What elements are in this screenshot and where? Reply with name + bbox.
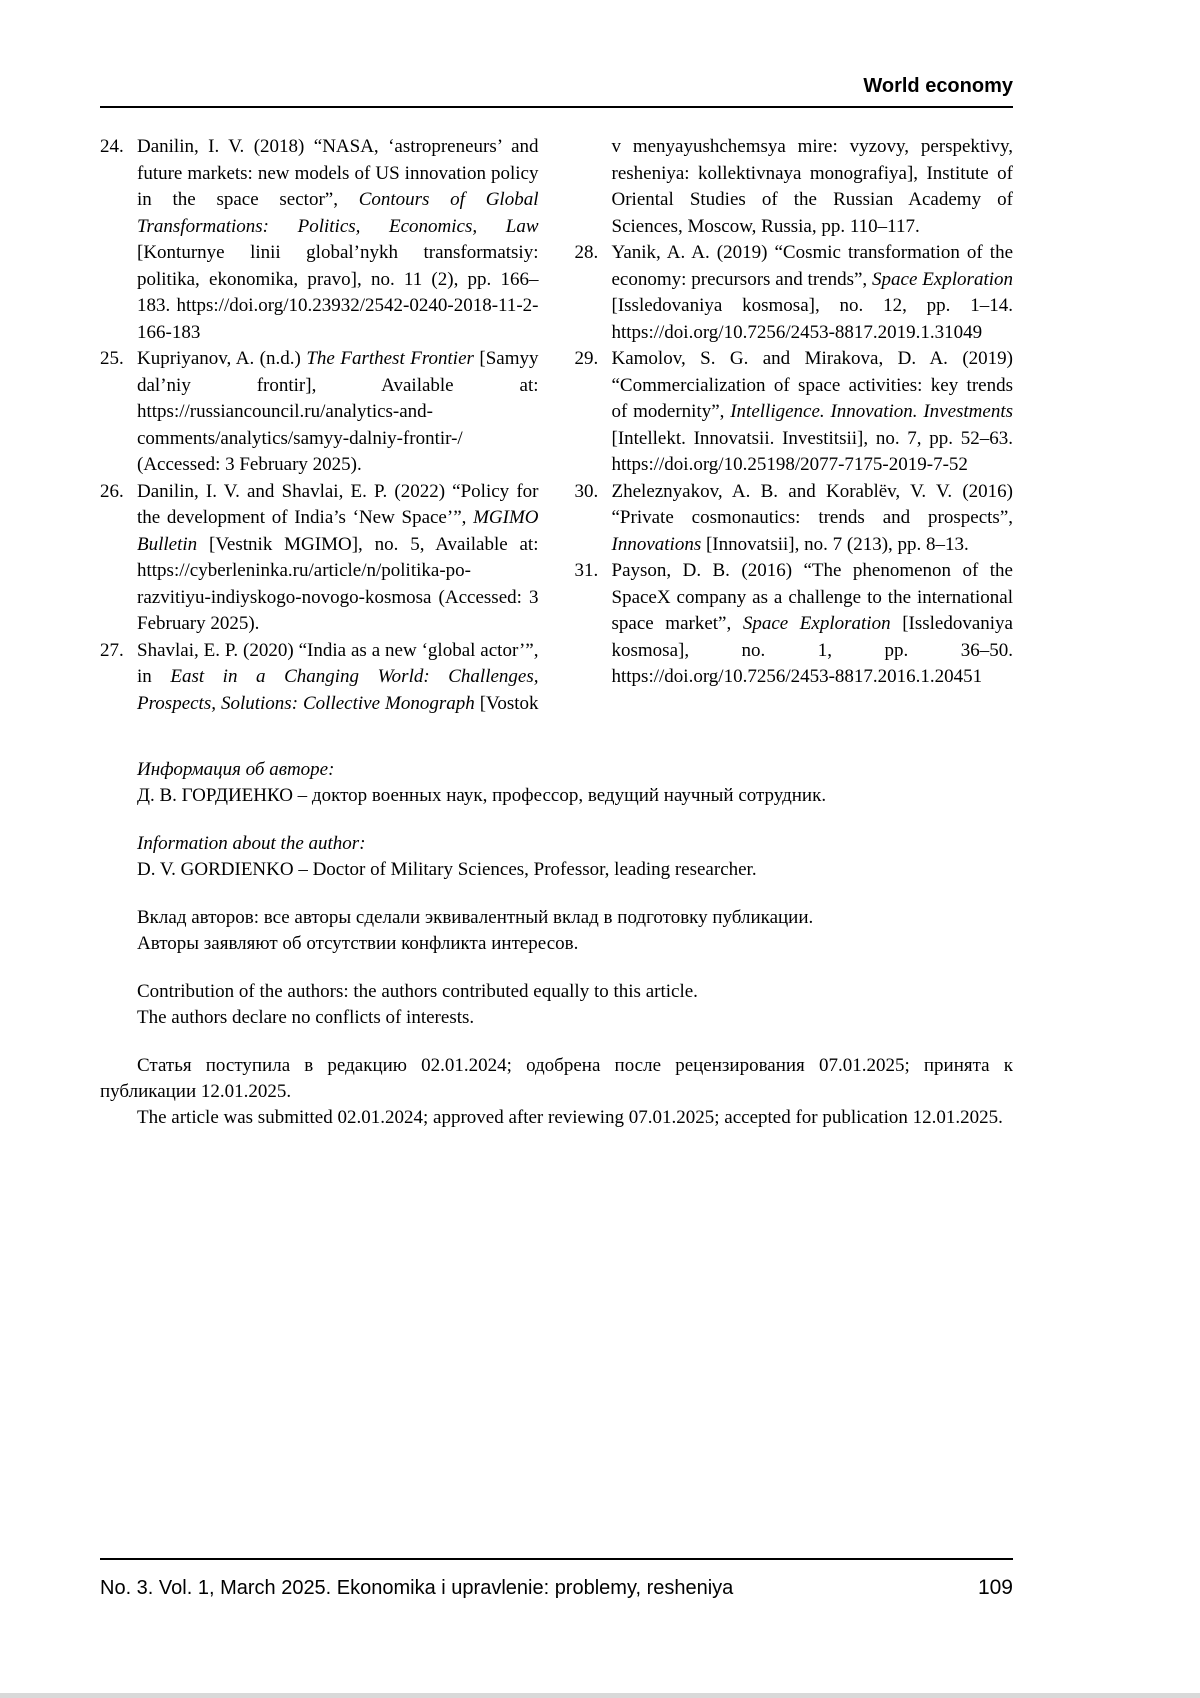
reference-source-title: Space Exploration bbox=[742, 613, 891, 634]
reference-source-title: MGIMO Bulletin bbox=[137, 507, 539, 555]
reference-item bbox=[575, 346, 1014, 479]
contribution-line2-ru: Авторы заявляют об отсутствии конфликта интересов. bbox=[137, 933, 579, 954]
reference-number: 31. bbox=[574, 560, 599, 581]
reference-text: Kamolov, S. G. and Mirakova, D. A. (2019) “Commercialization of space activities: key trends of modernity”, bbox=[611, 348, 1013, 422]
reference-text: [Intellekt. Innovatsii. Investitsii], no. 7, pp. 52–63. https://doi.org/10.25198/2077-7175-2019-7-52 bbox=[611, 427, 1013, 475]
contribution-line1-ru: Вклад авторов: все авторы сделали эквивалентный вклад в подготовку публикации. bbox=[137, 907, 814, 928]
reference-text: Kupriyanov, A. (n.d.) bbox=[137, 348, 307, 369]
reference-text: Yanik, A. A. (2019) “Cosmic transformation of the economy: precursors and trends”, bbox=[611, 242, 1013, 290]
reference-text: [Vestnik MGIMO], no. 5, Available at: https://cyberleninka.ru/article/n/politika-po-razvitiyu-indiyskogo-novogo-kosmosa (Accessed: 3 February 2025). bbox=[137, 533, 539, 634]
reference-text: Zheleznyakov, A. B. and Korablëv, V. V. (2016) “Private cosmonautics: trends and prospects”, bbox=[611, 480, 1013, 528]
references-list bbox=[100, 134, 1013, 717]
author-info-label-en: Information about the author: bbox=[137, 833, 366, 854]
reference-text: [Samyy dal’niy frontir], Available at: https://russiancouncil.ru/analytics-and-comments/analytics/samyy-dalniy-frontir-/ (Accessed: 3 February 2025). bbox=[137, 348, 539, 475]
reference-source-title: Innovations bbox=[611, 533, 702, 555]
reference-text: Shavlai, E. P. (2020) “India as a new ‘global actor’”, in bbox=[137, 639, 539, 687]
reference-text: Danilin, I. V. and Shavlai, E. P. (2022) “Policy for the development of India’s ‘New Space’”, bbox=[137, 480, 539, 528]
reference-number: 27. bbox=[100, 639, 124, 661]
reference-number: 26. bbox=[100, 480, 124, 502]
author-info-text-en: D. V. GORDIENKO – Doctor of Military Sciences, Professor, leading researcher. bbox=[137, 859, 757, 880]
page-edge bbox=[0, 1693, 1200, 1698]
submission-dates-en: The article was submitted 02.01.2024; approved after reviewing 07.01.2025; accepted for publication 12.01.2025. bbox=[137, 1107, 1003, 1128]
reference-source-title: Contours of Global Transformations: Politics, Economics, Law bbox=[137, 189, 539, 237]
contribution-line1-en: Contribution of the authors: the authors contributed equally to this article. bbox=[137, 981, 698, 1002]
submission-dates-ru: Статья поступила в редакцию 02.01.2024; одобрена после рецензирования 07.01.2025; принята к публикации 12.01.2025. bbox=[100, 1055, 1013, 1102]
reference-item bbox=[100, 479, 539, 638]
reference-item bbox=[100, 134, 539, 346]
reference-source-title: Intelligence. Innovation. Investments bbox=[730, 401, 1014, 422]
reference-item bbox=[575, 558, 1014, 691]
footer-page-number: 109 bbox=[977, 1576, 1013, 1599]
author-info-text-ru: Д. В. ГОРДИЕНКО – доктор военных наук, профессор, ведущий научный сотрудник. bbox=[137, 785, 827, 806]
reference-text: Danilin, I. V. (2018) “NASA, ‘astropreneurs’ and future markets: new models of US innovation policy in the space sector”, bbox=[137, 136, 539, 210]
reference-text: [Issledovaniya kosmosa], no. 12, pp. 1–14. https://doi.org/10.7256/2453-8817.2019.1.31049 bbox=[611, 295, 1013, 343]
page-content bbox=[100, 0, 1013, 1131]
reference-number: 29. bbox=[574, 348, 599, 369]
reference-number: 24. bbox=[100, 136, 124, 157]
reference-number: 28. bbox=[574, 242, 599, 263]
reference-source-title: The Farthest Frontier bbox=[306, 348, 474, 369]
footer-journal-line: No. 3. Vol. 1, March 2025. Ekonomika i upravlenie: problemy, resheniya bbox=[100, 1577, 734, 1599]
reference-number: 30. bbox=[574, 480, 599, 502]
reference-text: Payson, D. B. (2016) “The phenomenon of the SpaceX company as a challenge to the international space market”, bbox=[611, 560, 1013, 634]
reference-source-title: Space Exploration bbox=[872, 268, 1014, 290]
contribution-line2-en: The authors declare no conflicts of interests. bbox=[137, 1007, 475, 1028]
page-footer bbox=[100, 1558, 1013, 1600]
author-info-label-ru: Информация об авторе: bbox=[137, 759, 335, 780]
reference-item bbox=[575, 479, 1014, 559]
reference-item bbox=[575, 240, 1014, 346]
back-matter bbox=[100, 757, 1013, 1131]
reference-text: [Vostok v menyayushchemsya mire: vyzovy, perspektivy, resheniya: kollektivnaya monografiya], Institute of Oriental Studies of the Russian Academy of Sciences, Moscow, Russia, pp. 110–117. bbox=[474, 136, 1013, 714]
section-header: World economy bbox=[863, 75, 1013, 97]
reference-source-title: East in a Changing World: Challenges, Prospects, Solutions: Collective Monograph bbox=[137, 666, 539, 714]
reference-text: [Issledovaniya kosmosa], no. 1, pp. 36–50. https://doi.org/10.7256/2453-8817.2016.1.20451 bbox=[611, 613, 1013, 687]
header-rule bbox=[100, 106, 1013, 108]
reference-item bbox=[100, 346, 539, 479]
reference-text: [Innovatsii], no. 7 (213), pp. 8–13. bbox=[701, 533, 969, 555]
reference-text: [Konturnye linii global’nykh transformatsiy: politika, ekonomika, pravo], no. 11 (2), pp. 166–183. https://doi.org/10.23932/2542-0240-2018-11-2-166-183 bbox=[137, 242, 539, 343]
reference-number: 25. bbox=[100, 348, 124, 369]
